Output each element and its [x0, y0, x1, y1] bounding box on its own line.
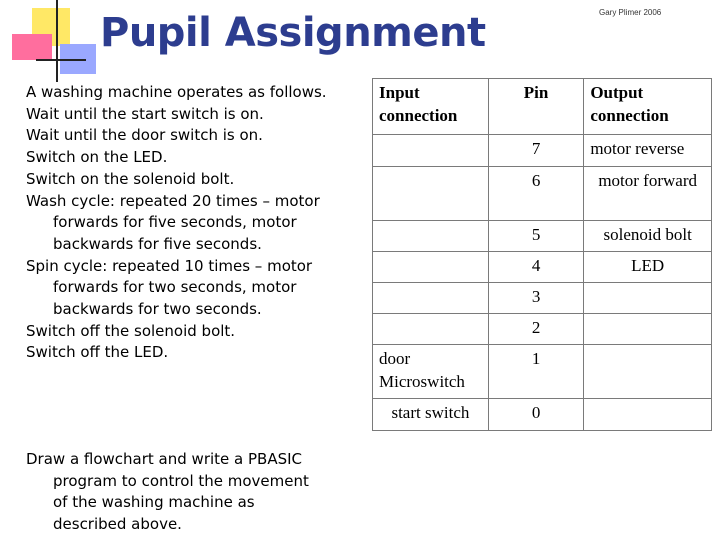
pin-cell: 7 [488, 135, 583, 167]
input-cell [373, 283, 489, 314]
logo-horizontal-line [36, 59, 86, 61]
table-row [373, 314, 712, 345]
output-cell: LED [584, 252, 712, 283]
corner-logo [0, 0, 90, 85]
instruction-item: Switch off the solenoid bolt. [26, 321, 236, 340]
pin-cell: 2 [488, 314, 583, 345]
input-cell: start switch [373, 399, 489, 431]
output-cell: motor forward [584, 167, 712, 221]
instruction-item: A washing machine operates as follows. [26, 83, 327, 101]
instruction-item: Spin cycle: repeated 10 times – motor forwards for two seconds, motor backwards for two seconds. [26, 256, 313, 319]
input-cell [373, 221, 489, 252]
pin-cell: 0 [488, 399, 583, 431]
instructions-list [26, 82, 346, 364]
input-cell: door Microswitch [373, 345, 489, 399]
instruction-item: Wait until the door switch is on. [26, 126, 263, 145]
pin-cell: 3 [488, 283, 583, 314]
logo-red-square [12, 34, 52, 60]
instruction-item: Switch off the LED. [26, 343, 169, 362]
instruction-item: Switch on the solenoid bolt. [26, 169, 235, 188]
slide-title: Pupil Assignment [100, 10, 486, 56]
input-cell [373, 252, 489, 283]
logo-vertical-line [56, 0, 58, 82]
table-row [373, 283, 712, 314]
input-cell [373, 167, 489, 221]
output-cell [584, 314, 712, 345]
pin-cell: 1 [488, 345, 583, 399]
header-output: Output connection [584, 79, 712, 135]
pin-cell: 5 [488, 221, 583, 252]
table-row [373, 221, 712, 252]
table-header-row [373, 79, 712, 135]
output-cell [584, 283, 712, 314]
pin-cell: 6 [488, 167, 583, 221]
output-cell: solenoid bolt [584, 221, 712, 252]
header-pin: Pin [488, 79, 583, 135]
table-row [373, 399, 712, 431]
table-row [373, 345, 712, 399]
input-cell [373, 314, 489, 345]
instruction-item: Switch on the LED. [26, 148, 168, 167]
table-row [373, 252, 712, 283]
instruction-item: Wash cycle: repeated 20 times – motor forwards for five seconds, motor backwards for five seconds. [26, 191, 320, 253]
table-row [373, 167, 712, 221]
output-cell [584, 399, 712, 431]
author-credit: Gary Plimer 2006 [599, 8, 662, 17]
header-input: Input connection [373, 79, 489, 135]
output-cell: motor reverse [584, 135, 712, 167]
pin-connection-table [372, 78, 712, 431]
instruction-item: Wait until the start switch is on. [26, 104, 264, 123]
table-row [373, 135, 712, 167]
output-cell [584, 345, 712, 399]
pin-cell: 4 [488, 252, 583, 283]
input-cell [373, 135, 489, 167]
task-text: Draw a flowchart and write a PBASIC program to control the movement of the washing machine as described above. [26, 450, 309, 534]
